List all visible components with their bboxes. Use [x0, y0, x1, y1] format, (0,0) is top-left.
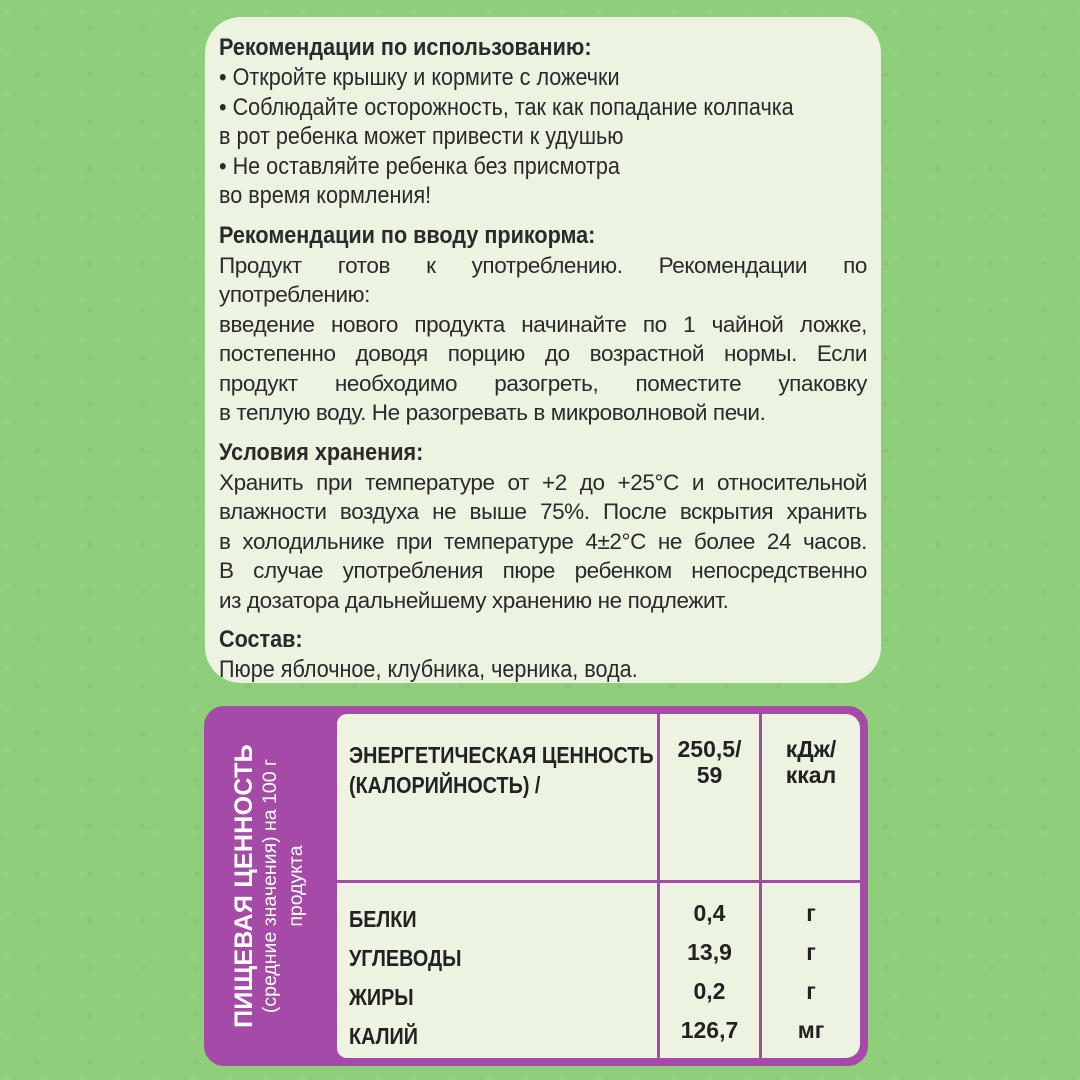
usage-line: • Откройте крышку и кормите с ложечки: [219, 64, 620, 91]
feeding-section: [219, 221, 867, 428]
storage-line: Хранить при температуре от +2 до +25°C и относительной: [219, 469, 867, 495]
storage-title: Условия хранения:: [219, 438, 424, 466]
nutrient-unit: мг: [797, 1017, 825, 1043]
nutrition-side-subtitle: (средние значения) на 100 г: [259, 758, 281, 1014]
energy-value: [660, 736, 759, 788]
usage-line: во время кормления!: [219, 182, 432, 209]
composition-section: [219, 625, 863, 685]
composition-text: Пюре яблочное, клубника, черника, вода.: [219, 656, 638, 683]
nutrient-name: УГЛЕВОДЫ: [349, 945, 462, 971]
feeding-line: постепенно доводя порцию до возрастной нормы. Если: [219, 341, 867, 366]
composition-title: Состав:: [219, 626, 303, 653]
row-divider: [337, 880, 860, 883]
nutrient-unit: г: [806, 939, 816, 965]
nutrient-units: [762, 894, 860, 1050]
storage-section: [219, 438, 867, 616]
storage-line: из дозатора дальнейшему хранению не подлежит.: [219, 587, 729, 613]
energy-label-line: (КАЛОРИЙНОСТЬ) /: [349, 772, 541, 798]
nutrient-value: 126,7: [680, 1017, 739, 1043]
energy-value-line: 59: [696, 762, 723, 788]
energy-value-line: 250,5/: [677, 736, 742, 762]
nutrition-side-label: [204, 706, 336, 1066]
feeding-line: продукт необходимо разогреть, поместите упаковку: [219, 370, 867, 396]
feeding-line: в теплую воду. Не разогревать в микроволновой печи.: [219, 400, 766, 425]
nutrient-value: 0,4: [693, 900, 726, 926]
nutrient-value: 0,2: [693, 978, 726, 1004]
energy-unit-line: ккал: [785, 762, 837, 788]
nutrient-name: ЖИРЫ: [349, 984, 414, 1010]
nutrient-name: КАЛИЙ: [349, 1023, 418, 1049]
storage-line: влажности воздуха не выше 75%. После вскрытия хранить: [219, 499, 867, 524]
usage-line: в рот ребенка может привести к удушью: [219, 123, 624, 150]
feeding-title: Рекомендации по вводу прикорма:: [219, 221, 596, 249]
nutrition-table: [204, 706, 868, 1066]
usage-title: Рекомендации по использованию:: [219, 34, 592, 61]
nutrition-side-title: ПИЩЕВАЯ ЦЕННОСТЬ: [230, 744, 258, 1028]
nutrient-unit: г: [806, 900, 816, 926]
usage-section: [219, 33, 863, 211]
nutrient-names: [349, 900, 461, 1056]
energy-unit-line: кДж/: [785, 736, 837, 762]
energy-unit: [762, 736, 860, 788]
nutrient-values: [660, 894, 759, 1050]
usage-line: • Соблюдайте осторожность, так как попадание колпачка: [219, 93, 794, 121]
nutrient-name: БЕЛКИ: [349, 906, 417, 932]
usage-line: • Не оставляйте ребенка без присмотра: [219, 152, 620, 180]
nutrition-side-subtitle: продукта: [285, 845, 307, 927]
storage-line: в холодильнике при температуре 4±2°C не более 24 часов.: [219, 528, 867, 554]
feeding-line: Продукт готов к употреблению. Рекомендации по употреблению:: [219, 252, 867, 307]
feeding-line: введение нового продукта начинайте по 1 чайной ложке,: [219, 311, 867, 337]
storage-line: В случае употребления пюре ребенком непосредственно: [219, 558, 867, 583]
instructions-card: [205, 17, 881, 683]
energy-label-line: ЭНЕРГЕТИЧЕСКАЯ ЦЕННОСТЬ: [349, 742, 654, 768]
energy-label: [349, 740, 654, 800]
nutrient-unit: г: [806, 978, 816, 1004]
nutrient-value: 13,9: [687, 939, 732, 965]
nutrition-grid: [337, 714, 860, 1058]
